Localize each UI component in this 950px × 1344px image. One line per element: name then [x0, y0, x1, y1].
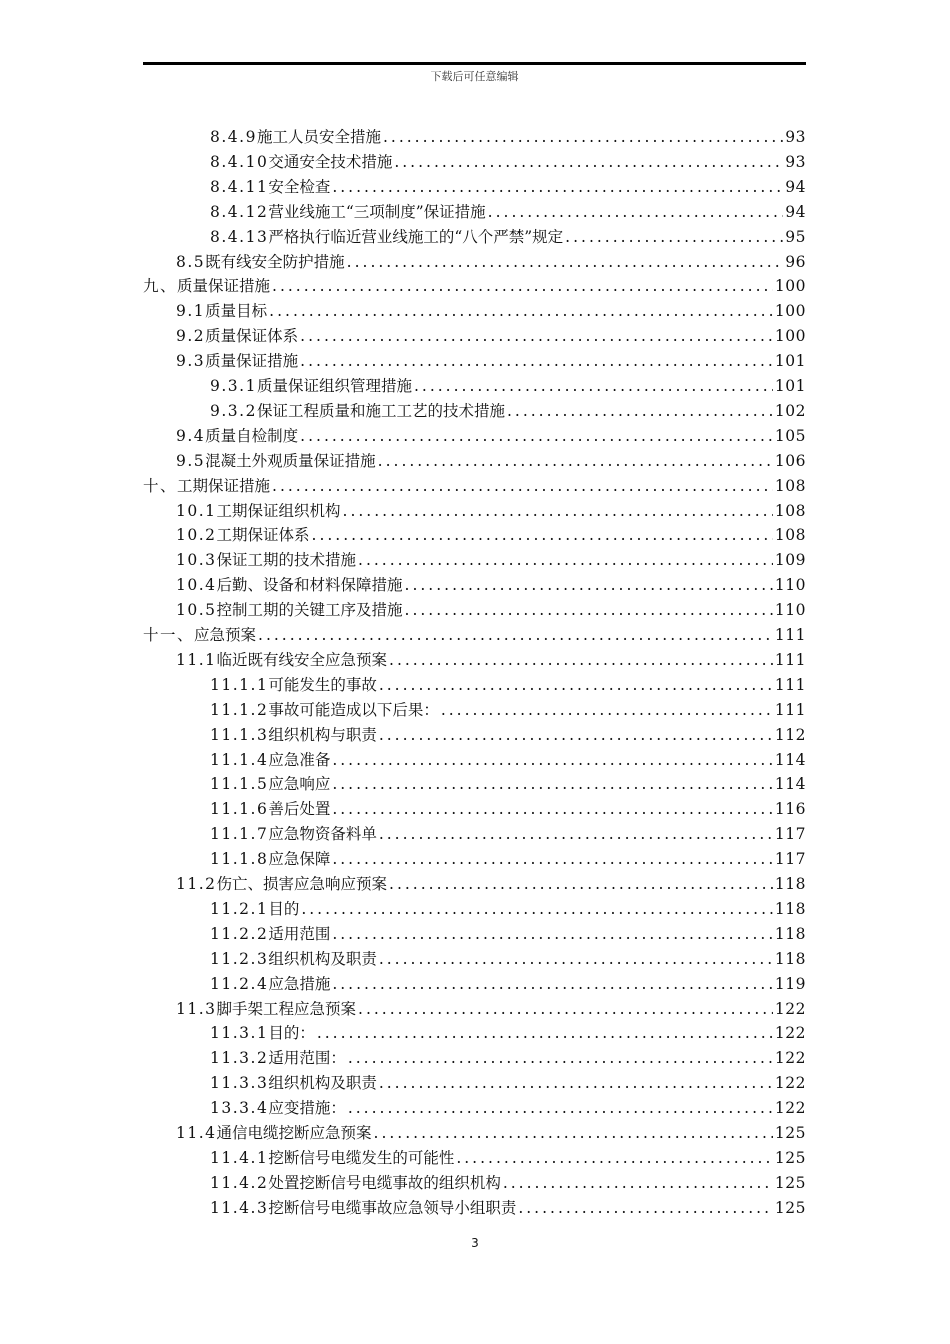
page-header: 下载后可任意编辑: [430, 70, 519, 83]
toc-entry-page: 118: [774, 899, 806, 918]
toc-entry[interactable]: [210, 723, 806, 747]
toc-entry-title: 应急准备: [268, 750, 331, 769]
toc-entry-title: 通信电缆挖断应急预案: [216, 1124, 372, 1142]
toc-entry[interactable]: [210, 1096, 806, 1120]
toc-entry-page: 108: [774, 476, 806, 495]
toc-entry[interactable]: [210, 698, 806, 722]
toc-entry[interactable]: [210, 1146, 806, 1170]
toc-entry-title: 挖断信号电缆事故应急领导小组职责: [268, 1198, 517, 1217]
toc-entry-number: 9.3.1: [210, 377, 257, 395]
toc-entry-number: 11.1.7: [210, 825, 269, 844]
toc-entry-page: 101: [774, 377, 806, 395]
toc-entry-title: 保证工程质量和施工工艺的技术措施: [256, 401, 505, 420]
toc-entry-title: 目的: [268, 899, 300, 918]
toc-dot-leader: [317, 1021, 773, 1045]
toc-entry-title: 质量保证措施: [205, 352, 299, 371]
toc-entry-page: 122: [774, 1099, 806, 1118]
toc-entry-page: 117: [774, 825, 806, 844]
toc-entry[interactable]: [210, 175, 806, 199]
toc-entry-number: 11.1.3: [210, 725, 269, 744]
toc-entry[interactable]: [176, 598, 806, 622]
toc-entry-page: 117: [774, 850, 806, 869]
toc-entry-page: 100: [774, 302, 806, 321]
toc-entry-title: 应急物资备料单: [268, 825, 377, 844]
toc-entry-title: 质量保证体系: [205, 327, 299, 346]
toc-dot-leader: [383, 125, 783, 149]
toc-entry-number: 11.2.2: [210, 924, 269, 943]
toc-entry[interactable]: [210, 399, 806, 423]
toc-entry[interactable]: [176, 872, 806, 896]
toc-entry[interactable]: [210, 847, 806, 871]
toc-dot-leader: [332, 797, 773, 821]
toc-entry-page: 110: [774, 601, 806, 620]
toc-entry-page: 102: [774, 401, 806, 420]
toc-entry-page: 93: [785, 128, 806, 146]
toc-entry-title: 伤亡、损害应急响应预案: [216, 875, 388, 893]
toc-entry-number: 11.2: [176, 875, 217, 893]
toc-entry-number: 8.5: [176, 252, 206, 271]
toc-entry-page: 111: [774, 650, 806, 669]
toc-dot-leader: [258, 623, 773, 647]
toc-entry-page: 125: [774, 1173, 806, 1192]
toc-entry-title: 工期保证体系: [216, 526, 310, 545]
toc-entry-number: 11.1: [176, 650, 217, 669]
toc-entry-number: 8.4.9: [210, 128, 257, 146]
toc-entry-number: 11.3.2: [210, 1049, 269, 1068]
toc-entry-title: 脚手架工程应急预案: [216, 999, 357, 1018]
toc-dot-leader: [343, 499, 773, 523]
toc-entry[interactable]: [210, 1196, 806, 1220]
toc-dot-leader: [348, 1046, 773, 1070]
toc-dot-leader: [414, 374, 773, 398]
toc-dot-leader: [332, 972, 773, 996]
toc-entry-number: 9.4: [176, 426, 206, 445]
toc-entry-number: 10.5: [176, 601, 217, 620]
toc-entry-title: 临近既有线安全应急预案: [216, 650, 388, 669]
toc-entry[interactable]: [176, 1121, 806, 1145]
toc-dot-leader: [565, 225, 783, 249]
toc-entry[interactable]: [176, 424, 806, 448]
toc-entry-title: 应急预案: [194, 626, 257, 644]
toc-dot-leader: [332, 772, 773, 796]
toc-dot-leader: [441, 698, 773, 722]
toc-entry-title: 可能发生的事故: [268, 675, 377, 694]
toc-dot-leader: [378, 449, 773, 473]
toc-entry-title: 目的：: [268, 1024, 315, 1043]
toc-entry-number: 11.4.3: [210, 1198, 269, 1217]
toc-entry-number: 11.1.4: [210, 750, 269, 769]
toc-entry-page: 108: [774, 501, 806, 520]
toc-entry[interactable]: [210, 1071, 806, 1095]
toc-entry-number: 10.1: [176, 501, 217, 520]
toc-entry-title: 事故可能造成以下后果：: [268, 700, 439, 719]
toc-dot-leader: [269, 299, 773, 323]
toc-entry-number: 9.5: [176, 451, 206, 470]
toc-dot-leader: [300, 324, 773, 348]
toc-entry[interactable]: [176, 997, 806, 1021]
toc-entry-number: 9.3.2: [210, 401, 257, 420]
toc-entry-number: 10.3: [176, 551, 217, 570]
toc-entry-number: 11.4.2: [210, 1173, 269, 1192]
toc-entry-page: 118: [774, 924, 806, 943]
toc-entry-title: 混凝土外观质量保证措施: [205, 451, 376, 470]
toc-entry-number: 11.3: [176, 999, 217, 1018]
toc-entry-title: 质量保证组织管理措施: [256, 377, 412, 395]
toc-dot-leader: [389, 648, 773, 672]
toc-entry-number: 11.4: [176, 1124, 217, 1142]
toc-dot-leader: [332, 847, 773, 871]
toc-entry[interactable]: [143, 623, 806, 647]
toc-entry-number: 11.3.3: [210, 1074, 269, 1093]
toc-dot-leader: [405, 573, 773, 597]
toc-entry-page: 106: [774, 451, 806, 470]
toc-entry-title: 既有线安全防护措施: [205, 252, 345, 271]
toc-entry[interactable]: [210, 150, 806, 174]
toc-entry-page: 114: [774, 775, 806, 794]
toc-entry-title: 组织机构及职责: [268, 949, 377, 968]
toc-entry-number: 十、: [143, 476, 178, 495]
toc-entry[interactable]: [176, 573, 806, 597]
toc-entry-page: 122: [774, 1074, 806, 1093]
toc-entry[interactable]: [176, 299, 806, 323]
toc-entry[interactable]: [176, 250, 806, 274]
toc-dot-leader: [300, 349, 773, 373]
toc-dot-leader: [348, 1096, 773, 1120]
toc-entry-title: 应急措施: [268, 974, 331, 993]
toc-entry[interactable]: [210, 374, 806, 398]
toc-entry[interactable]: [210, 772, 806, 796]
toc-entry-title: 营业线施工“三项制度”保证措施: [268, 202, 486, 221]
toc-entry-number: 8.4.12: [210, 202, 269, 221]
toc-entry-number: 8.4.11: [210, 177, 269, 196]
toc-entry-page: 111: [774, 626, 806, 644]
toc-entry-number: 8.4.10: [210, 152, 269, 171]
toc-entry[interactable]: [176, 449, 806, 473]
toc-entry-number: 9.3: [176, 352, 206, 371]
toc-entry-title: 控制工期的关键工序及措施: [216, 601, 403, 620]
toc-entry-page: 94: [785, 202, 806, 221]
toc-dot-leader: [488, 200, 784, 224]
toc-dot-leader: [272, 274, 773, 298]
toc-dot-leader: [332, 748, 773, 772]
toc-entry-title: 适用范围: [268, 924, 331, 943]
toc-dot-leader: [272, 474, 773, 498]
toc-entry-page: 96: [785, 252, 806, 271]
toc-entry-title: 后勤、设备和材料保障措施: [216, 576, 403, 595]
toc-entry-number: 9.2: [176, 327, 206, 346]
toc-entry-number: 11.3.1: [210, 1024, 269, 1043]
toc-entry-title: 适用范围：: [268, 1049, 346, 1068]
toc-dot-leader: [379, 723, 773, 747]
header-rule: [143, 62, 806, 65]
toc-dot-leader: [379, 673, 773, 697]
toc-entry-page: 114: [774, 750, 806, 769]
toc-entry-title: 严格执行临近营业线施工的“八个严禁”规定: [268, 227, 564, 246]
toc-entry-number: 11.1.5: [210, 775, 269, 794]
toc-entry[interactable]: [176, 523, 806, 547]
toc-entry-page: 122: [774, 999, 806, 1018]
toc-entry-title: 工期保证组织机构: [216, 501, 341, 520]
toc-dot-leader: [379, 947, 773, 971]
toc-entry[interactable]: [210, 1046, 806, 1070]
toc-entry-number: 十一、: [143, 626, 195, 644]
toc-entry-title: 交通安全技术措施: [268, 152, 393, 171]
toc-entry-page: 101: [774, 352, 806, 371]
toc-entry-title: 工期保证措施: [177, 476, 271, 495]
toc-dot-leader: [503, 1171, 773, 1195]
toc-entry-number: 10.4: [176, 576, 217, 595]
toc-entry-title: 施工人员安全措施: [256, 128, 381, 146]
toc-entry-number: 九、: [143, 277, 178, 296]
toc-entry-title: 安全检查: [268, 177, 331, 196]
toc-entry[interactable]: [210, 1021, 806, 1045]
toc-entry-page: 119: [774, 974, 806, 993]
toc-entry-page: 111: [774, 700, 806, 719]
toc-entry-page: 108: [774, 526, 806, 545]
toc-entry-number: 11.1.2: [210, 700, 269, 719]
toc-dot-leader: [518, 1196, 773, 1220]
toc-dot-leader: [332, 922, 773, 946]
toc-entry[interactable]: [210, 1171, 806, 1195]
toc-entry-page: 100: [774, 277, 806, 296]
toc-entry-page: 122: [774, 1024, 806, 1043]
page-number: 3: [471, 1236, 479, 1250]
toc-entry-page: 105: [774, 426, 806, 445]
toc-dot-leader: [394, 150, 783, 174]
toc-entry[interactable]: [210, 922, 806, 946]
toc-dot-leader: [456, 1146, 773, 1170]
toc-dot-leader: [358, 548, 773, 572]
toc-entry[interactable]: [210, 748, 806, 772]
toc-dot-leader: [379, 1071, 773, 1095]
toc-entry-title: 质量自检制度: [205, 426, 299, 445]
toc-entry[interactable]: [210, 797, 806, 821]
toc-entry[interactable]: [176, 548, 806, 572]
toc-entry[interactable]: [210, 947, 806, 971]
toc-entry[interactable]: [210, 125, 806, 149]
toc-entry[interactable]: [210, 200, 806, 224]
toc-dot-leader: [405, 598, 773, 622]
toc-entry-title: 组织机构与职责: [268, 725, 377, 744]
toc-dot-leader: [300, 424, 773, 448]
toc-entry-number: 13.3.4: [210, 1099, 269, 1118]
toc-entry-page: 111: [774, 675, 806, 694]
toc-dot-leader: [389, 872, 773, 896]
toc-entry-title: 质量保证措施: [177, 277, 271, 296]
toc-entry-page: 125: [774, 1124, 806, 1142]
toc-entry-page: 95: [785, 227, 806, 246]
toc-entry-page: 125: [774, 1148, 806, 1167]
toc-entry-number: 11.4.1: [210, 1148, 269, 1167]
toc-dot-leader: [347, 250, 784, 274]
toc-entry[interactable]: [143, 274, 806, 298]
toc-dot-leader: [379, 822, 773, 846]
toc-entry-title: 处置挖断信号电缆事故的组织机构: [268, 1173, 501, 1192]
toc-entry-number: 11.1.6: [210, 800, 269, 819]
toc-entry[interactable]: [210, 897, 806, 921]
toc-entry-page: 94: [785, 177, 806, 196]
toc-entry-number: 11.2.4: [210, 974, 269, 993]
toc-entry-number: 11.2.1: [210, 899, 269, 918]
toc-entry[interactable]: [176, 648, 806, 672]
toc-entry-number: 11.2.3: [210, 949, 269, 968]
toc-entry-number: 11.1.1: [210, 675, 269, 694]
toc-entry[interactable]: [176, 349, 806, 373]
toc-entry-page: 116: [774, 800, 806, 819]
toc-entry[interactable]: [176, 499, 806, 523]
toc-entry[interactable]: [210, 673, 806, 697]
toc-entry-page: 112: [774, 725, 806, 744]
toc-entry[interactable]: [210, 225, 806, 249]
toc-entry-number: 11.1.8: [210, 850, 269, 869]
toc-entry-title: 应急响应: [268, 775, 331, 794]
toc-entry-title: 保证工期的技术措施: [216, 551, 357, 570]
toc-dot-leader: [301, 897, 773, 921]
toc-entry[interactable]: [210, 972, 806, 996]
toc-dot-leader: [332, 175, 783, 199]
toc-entry-title: 挖断信号电缆发生的可能性: [268, 1148, 455, 1167]
toc-dot-leader: [507, 399, 773, 423]
toc-entry[interactable]: [176, 324, 806, 348]
toc-entry-title: 善后处置: [268, 800, 331, 819]
toc-entry-number: 10.2: [176, 526, 217, 545]
toc-entry-page: 110: [774, 576, 806, 595]
toc-dot-leader: [358, 997, 773, 1021]
toc-entry-title: 质量目标: [205, 302, 268, 321]
toc-entry-page: 122: [774, 1049, 806, 1068]
toc-entry-page: 118: [774, 949, 806, 968]
toc-entry-title: 应变措施：: [268, 1099, 346, 1118]
toc-entry-number: 8.4.13: [210, 227, 269, 246]
toc-entry-title: 应急保障: [268, 850, 331, 869]
toc-entry-number: 9.1: [176, 302, 206, 321]
toc-entry-page: 100: [774, 327, 806, 346]
toc-dot-leader: [312, 523, 773, 547]
toc-entry[interactable]: [210, 822, 806, 846]
toc-entry-title: 组织机构及职责: [268, 1074, 377, 1093]
toc-entry-page: 125: [774, 1198, 806, 1217]
toc-dot-leader: [374, 1121, 773, 1145]
toc-entry-page: 93: [785, 152, 806, 171]
toc-entry-page: 109: [774, 551, 806, 570]
toc-entry-page: 118: [774, 875, 806, 893]
toc-entry[interactable]: [143, 474, 806, 498]
